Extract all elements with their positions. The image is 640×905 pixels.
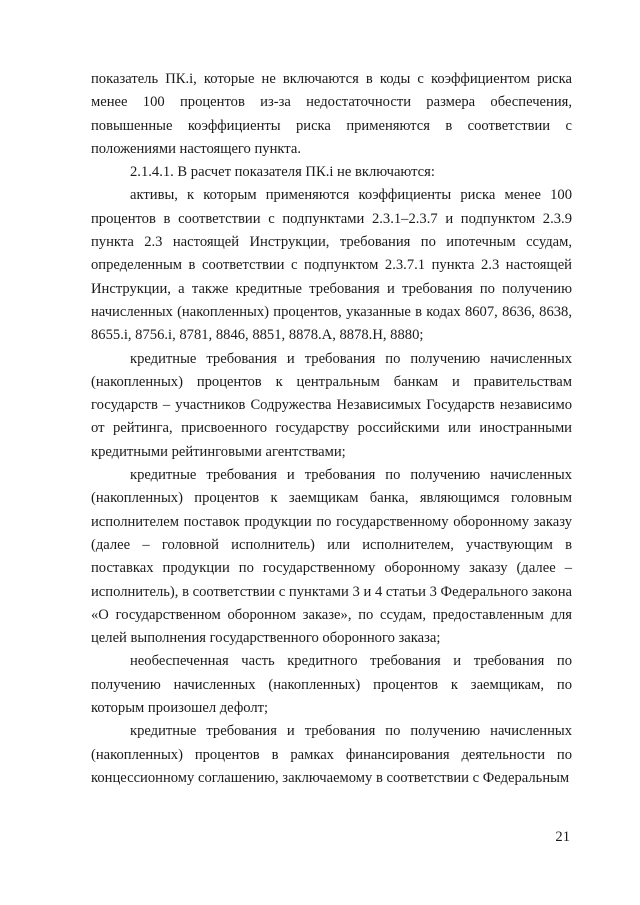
paragraph-heading-2-1-4-1: 2.1.4.1. В расчет показателя ПК.i не включаются:: [130, 164, 435, 181]
document-body: [91, 68, 572, 790]
page-number: 21: [555, 829, 570, 845]
paragraph-assets: активы, к которым применяются коэффициенты риска менее 100 процентов в соответствии с подпунктами 2.3.1–2.3.7 и подпунктом 2.3.9 пункта 2.3 настоящей Инструкции, требования по ипотечным ссудам, определенным в соответствии с подпунктом 2.3.7.1 пункта 2.3 настоящей Инструкции, а также кредитные требования и требования по получению начисленных (накопленных) процентов, указанные в кодах 8607, 8636, 8638, 8655.i, 8756.i, 8781, 8846, 8851, 8878.А, 8878.Н, 8880;: [91, 187, 572, 344]
paragraph-defense-order-claims: кредитные требования и требования по получению начисленных (накопленных) процентов к заемщикам банка, являющимся головным исполнителем поставок продукции по государственному оборонному заказу (далее – головной исполнитель) или исполнителем, участвующим в поставках продукции по государственному оборонному заказу (далее – исполнитель), в соответствии с пунктами 3 и 4 статьи 3 Федерального закона «О государственном оборонном заказе», по ссудам, предоставленным для целей выполнения государственного оборонного заказа;: [91, 467, 572, 647]
paragraph-continuation: показатель ПК.i, которые не включаются в коды с коэффициентом риска менее 100 процентов из-за недостаточности размера обеспечения, повышенные коэффициенты риска применяются в соответствии с положениями настоящего пункта.: [91, 71, 572, 157]
paragraph-unsecured-default: необеспеченная часть кредитного требования и требования по получению начисленных (накопленных) процентов к заемщикам, по которым произошел дефолт;: [91, 653, 572, 717]
paragraph-concession-claims: кредитные требования и требования по получению начисленных (накопленных) процентов в рамках финансирования деятельности по концессионному соглашению, заключаемому в соответствии с Федеральным: [91, 723, 572, 786]
paragraph-cis-claims: кредитные требования и требования по получению начисленных (накопленных) процентов к центральным банкам и правительствам государств – участников Содружества Независимых Государств независимо от рейтинга, присвоенного государству российскими или иностранными кредитными рейтинговыми агентствами;: [91, 350, 572, 460]
